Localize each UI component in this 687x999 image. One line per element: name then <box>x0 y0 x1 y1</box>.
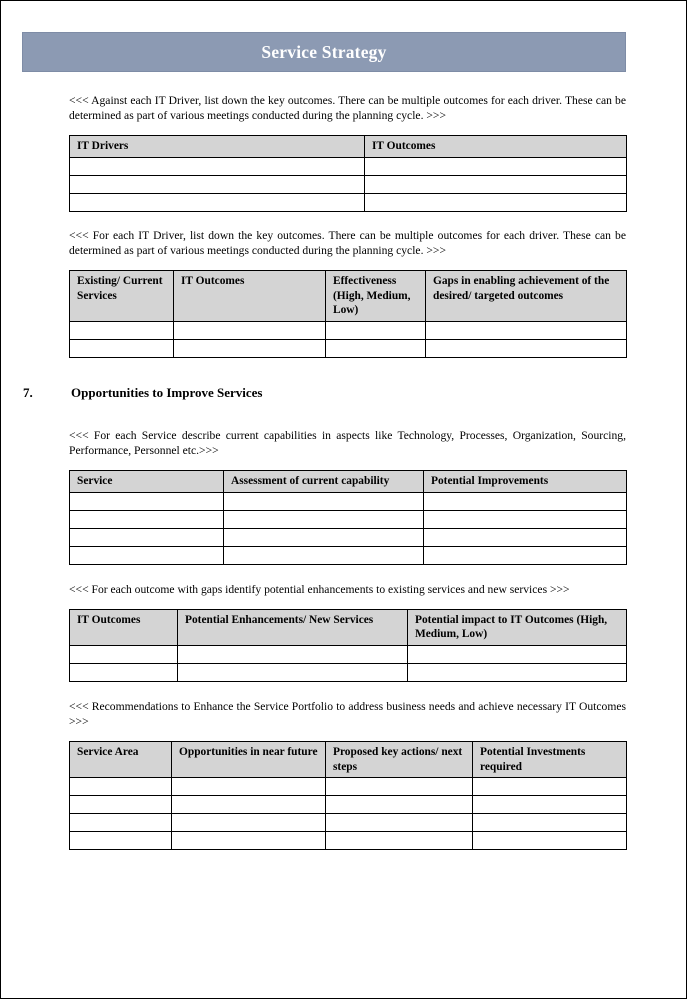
section-heading-opportunities <box>23 384 626 402</box>
table-services-effectiveness <box>69 270 627 358</box>
table-cell[interactable] <box>326 778 473 796</box>
section-number: 7. <box>23 384 33 400</box>
table-cell[interactable] <box>70 321 174 339</box>
table-header-row <box>70 136 627 158</box>
table-cell[interactable] <box>408 663 627 681</box>
table-cell[interactable] <box>426 339 627 357</box>
column-header-gaps: Gaps in enabling achievement of the desired/ targeted outcomes <box>426 271 627 322</box>
table-cell[interactable] <box>224 510 424 528</box>
table-row[interactable] <box>70 193 627 211</box>
column-header-service: Service <box>70 471 224 493</box>
table-cell[interactable] <box>70 528 224 546</box>
paragraph-recommendations: <<< Recommendations to Enhance the Service Portfolio to address business needs and achieve necessary IT Outcomes >>> <box>69 699 626 729</box>
section-title: Opportunities to Improve Services <box>71 384 263 400</box>
column-header-assessment: Assessment of current capability <box>224 471 424 493</box>
table-row[interactable] <box>70 157 627 175</box>
document-title: Service Strategy <box>261 41 387 62</box>
table-cell[interactable] <box>224 492 424 510</box>
column-header-it-outcomes: IT Outcomes <box>70 609 178 645</box>
column-header-potential-investments: Potential Investments required <box>473 742 627 778</box>
table-cell[interactable] <box>172 814 326 832</box>
table-cell[interactable] <box>70 814 172 832</box>
table-row[interactable] <box>70 796 627 814</box>
table-cell[interactable] <box>172 832 326 850</box>
column-header-effectiveness: Effectiveness (High, Medium, Low) <box>326 271 426 322</box>
column-header-it-outcomes: IT Outcomes <box>365 136 627 158</box>
table-row[interactable] <box>70 339 627 357</box>
table-cell[interactable] <box>365 175 627 193</box>
table-cell[interactable] <box>473 796 627 814</box>
table-row[interactable] <box>70 832 627 850</box>
table-row[interactable] <box>70 546 627 564</box>
table-cell[interactable] <box>326 832 473 850</box>
table-cell[interactable] <box>70 492 224 510</box>
table-cell[interactable] <box>70 339 174 357</box>
table-service-area-opportunities <box>69 741 627 850</box>
column-header-service-area: Service Area <box>70 742 172 778</box>
table-cell[interactable] <box>424 492 627 510</box>
table-cell[interactable] <box>70 546 224 564</box>
table-cell[interactable] <box>70 510 224 528</box>
table-cell[interactable] <box>70 796 172 814</box>
table-cell[interactable] <box>365 157 627 175</box>
table-cell[interactable] <box>326 321 426 339</box>
table-cell[interactable] <box>178 645 408 663</box>
table-row[interactable] <box>70 510 627 528</box>
table-cell[interactable] <box>424 528 627 546</box>
table-cell[interactable] <box>70 157 365 175</box>
table-cell[interactable] <box>172 796 326 814</box>
column-header-opportunities: Opportunities in near future <box>172 742 326 778</box>
table-cell[interactable] <box>70 175 365 193</box>
table-cell[interactable] <box>326 339 426 357</box>
title-banner <box>22 32 626 72</box>
table-row[interactable] <box>70 645 627 663</box>
table-row[interactable] <box>70 663 627 681</box>
table-cell[interactable] <box>70 832 172 850</box>
table-cell[interactable] <box>473 778 627 796</box>
table-header-row <box>70 742 627 778</box>
table-cell[interactable] <box>473 814 627 832</box>
table-row[interactable] <box>70 778 627 796</box>
paragraph-service-capabilities: <<< For each Service describe current capabilities in aspects like Technology, Processes, Organization, Sourcing, Performance, Personnel etc.>>> <box>69 428 626 458</box>
table-header-row <box>70 609 627 645</box>
table-cell[interactable] <box>178 663 408 681</box>
table-cell[interactable] <box>224 546 424 564</box>
table-cell[interactable] <box>70 193 365 211</box>
table-outcome-enhancements <box>69 609 627 682</box>
table-header-row <box>70 271 627 322</box>
table-cell[interactable] <box>70 645 178 663</box>
table-it-drivers-outcomes <box>69 135 627 212</box>
table-cell[interactable] <box>424 510 627 528</box>
table-cell[interactable] <box>70 663 178 681</box>
table-row[interactable] <box>70 492 627 510</box>
table-cell[interactable] <box>174 339 326 357</box>
table-row[interactable] <box>70 321 627 339</box>
column-header-it-drivers: IT Drivers <box>70 136 365 158</box>
paragraph-outcome-gaps: <<< For each outcome with gaps identify potential enhancements to existing services and new services >>> <box>69 582 570 596</box>
table-cell[interactable] <box>172 778 326 796</box>
paragraph-it-driver-outcomes: <<< Against each IT Driver, list down the key outcomes. There can be multiple outcomes for each driver. These can be determined as part of various meetings conducted during the planning cycle. >>> <box>69 94 626 123</box>
table-cell[interactable] <box>473 832 627 850</box>
column-header-existing-services: Existing/ Current Services <box>70 271 174 322</box>
table-row[interactable] <box>70 175 627 193</box>
column-header-proposed-actions: Proposed key actions/ next steps <box>326 742 473 778</box>
table-cell[interactable] <box>326 796 473 814</box>
table-service-capability <box>69 470 627 565</box>
column-header-it-outcomes: IT Outcomes <box>174 271 326 322</box>
page-inner <box>1 1 686 998</box>
table-cell[interactable] <box>424 546 627 564</box>
table-cell[interactable] <box>408 645 627 663</box>
table-row[interactable] <box>70 814 627 832</box>
document-content <box>23 93 626 850</box>
paragraph-each-it-driver: <<< For each IT Driver, list down the key outcomes. There can be multiple outcomes for each driver. These can be determined as part of various meetings conducted during the planning cycle. >>> <box>69 228 626 258</box>
table-row[interactable] <box>70 528 627 546</box>
table-cell[interactable] <box>70 778 172 796</box>
table-header-row <box>70 471 627 493</box>
table-cell[interactable] <box>365 193 627 211</box>
table-cell[interactable] <box>426 321 627 339</box>
column-header-potential-improvements: Potential Improvements <box>424 471 627 493</box>
table-cell[interactable] <box>224 528 424 546</box>
table-cell[interactable] <box>174 321 326 339</box>
column-header-potential-impact: Potential impact to IT Outcomes (High, Medium, Low) <box>408 609 627 645</box>
column-header-potential-enhancements: Potential Enhancements/ New Services <box>178 609 408 645</box>
table-cell[interactable] <box>326 814 473 832</box>
